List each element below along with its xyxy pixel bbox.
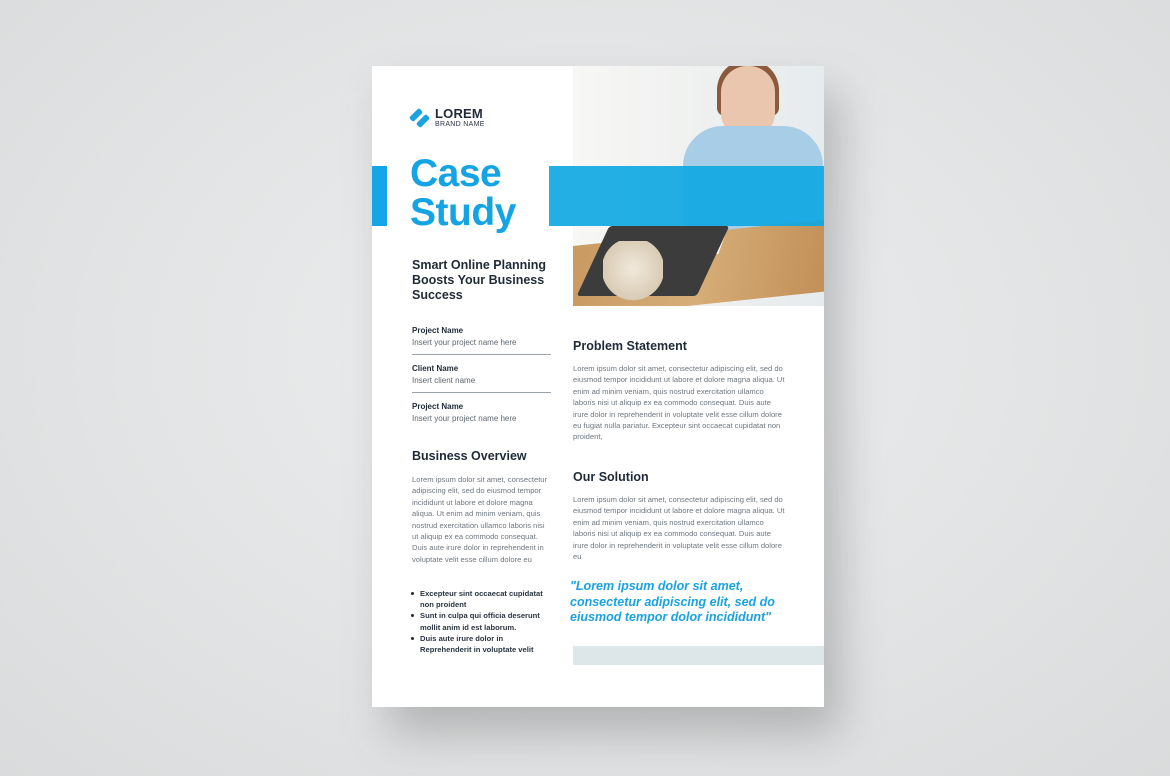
our-solution-heading: Our Solution	[573, 470, 649, 484]
brand-name: LOREM	[435, 106, 483, 121]
business-overview-heading: Business Overview	[412, 449, 527, 463]
brand-logo	[412, 107, 485, 128]
list-item: Duis aute irure dolor in Reprehenderit in voluptate velit	[410, 633, 555, 655]
field-client-name	[412, 363, 551, 393]
field-value: Insert your project name here	[412, 414, 517, 423]
field-value: Insert your project name here	[412, 338, 517, 347]
brand-subtitle: BRAND NAME	[435, 121, 485, 128]
brand-mark-icon	[412, 109, 428, 127]
our-solution-text: Lorem ipsum dolor sit amet, consectetur adipiscing elit, sed do eiusmod tempor incididunt ut labore et dolore magna aliqua. Ut enim ad minim veniam, quis nostrud exercitation ullamco laboris nisi ut aliquip ex ea commodo consequat. Duis aute irure dolor in reprehenderit in voluptate velit esse cillum dolore eu	[573, 495, 785, 562]
pull-quote: "Lorem ipsum dolor sit amet, consectetur adipiscing elit, sed do eiusmod tempor dolor incididunt"	[570, 579, 775, 624]
title-line-2: Study	[410, 191, 516, 234]
accent-band	[549, 166, 824, 226]
title-accent-bar	[372, 166, 387, 226]
field-value: Insert client name	[412, 376, 476, 385]
case-study-flyer	[372, 66, 824, 707]
subtitle: Smart Online Planning Boosts Your Business Success	[412, 258, 547, 302]
problem-statement-text: Lorem ipsum dolor sit amet, consectetur adipiscing elit, sed do eiusmod tempor incididunt ut labore et dolore magna aliqua. Ut enim ad minim veniam, quis nostrud exercitation ullamco laboris nisi ut aliquip ex ea commodo consequat. Duis aute irure dolor in reprehenderit in voluptate velit esse cillum dolore eu fugiat nulla pariatur. Excepteur sint occaecat cupidatat non proident,	[573, 364, 785, 442]
field-label: Project Name	[412, 402, 464, 411]
problem-statement-heading: Problem Statement	[573, 339, 687, 353]
business-overview-bullets	[410, 588, 555, 655]
footer-bar	[573, 646, 824, 665]
field-project-name-2	[412, 401, 551, 430]
field-label: Client Name	[412, 364, 459, 373]
title-line-1: Case	[410, 152, 502, 195]
list-item: Excepteur sint occaecat cupidatat non proident	[410, 588, 555, 610]
list-item: Sunt in culpa qui officia deserunt mollit anim id est laborum.	[410, 610, 555, 632]
field-label: Project Name	[412, 326, 464, 335]
business-overview-text: Lorem ipsum dolor sit amet, consectetur adipiscing elit, sed do eiusmod tempor incididunt ut labore et dolore magna aliqua. Ut enim ad minim veniam, quis nostrud exercitation ullamco laboris nisi ut aliquip ex ea commodo consequat. Duis aute irure dolor in reprehenderit in voluptate velit esse cillum dolore eu	[412, 475, 548, 564]
field-project-name	[412, 325, 551, 355]
page-title	[410, 154, 516, 232]
